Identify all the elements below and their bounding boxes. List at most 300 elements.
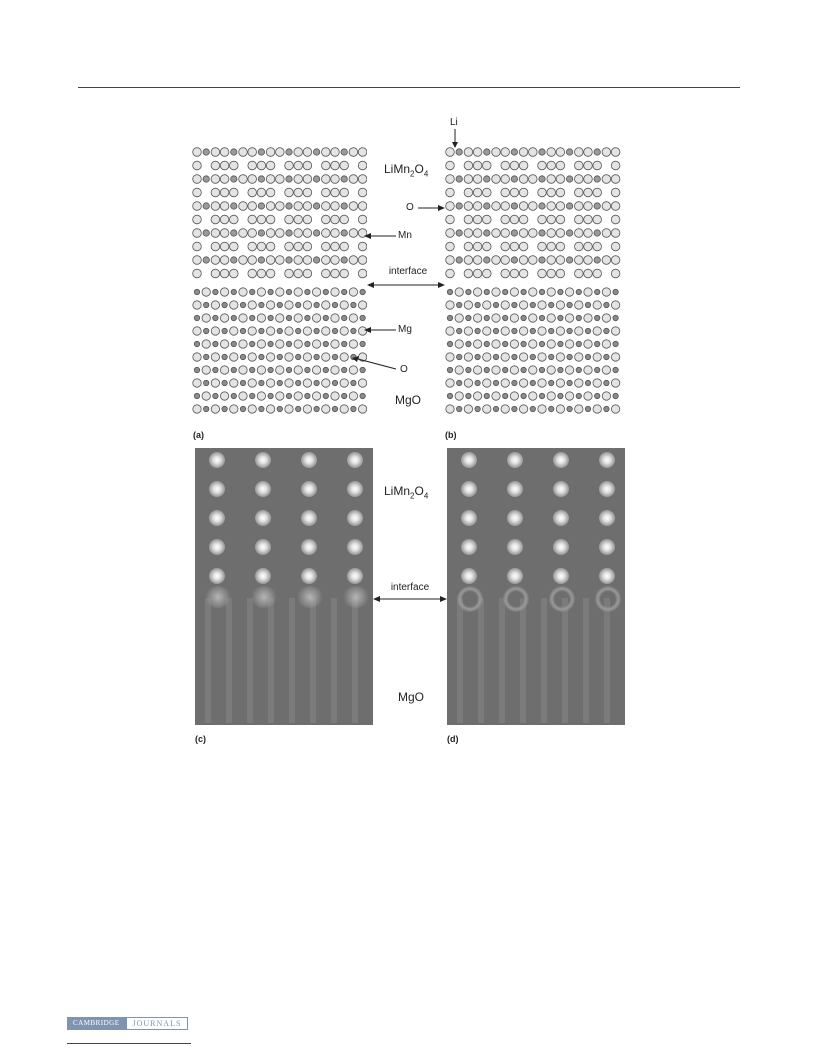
o-atom [322,379,330,387]
o-atom [294,215,303,224]
mn-atom [258,149,264,155]
o-atom [331,256,340,265]
o-atom [211,353,219,361]
mg-atom [323,367,328,372]
o-atom [492,202,501,211]
mg-atom [231,289,236,294]
o-atom [529,148,538,157]
o-atom [529,366,537,374]
o-atom [230,188,239,197]
o-atom [464,202,473,211]
o-atom [510,161,519,170]
o-atom [322,242,331,251]
li-arrow [449,129,461,149]
o-atom [294,242,303,251]
o-atom [473,256,482,265]
o-atom [611,327,619,335]
mg-atom [466,315,471,320]
o-atom [483,353,491,361]
mg-atom [466,393,471,398]
mn-atom [456,257,462,263]
o-atom [340,353,348,361]
mg-atom [576,315,581,320]
o-atom [276,288,284,296]
o-label-a: O [400,364,408,375]
o-atom [473,175,482,184]
mg-atom [484,341,489,346]
density-streak [499,598,505,723]
density-peak [553,510,569,526]
o-atom [358,161,367,170]
mg-atom [360,393,365,398]
mn-atom [313,203,319,209]
mn-atom [258,257,264,263]
o-atom [276,366,284,374]
o-atom [501,269,510,278]
o-atom [483,405,491,413]
o-atom [556,202,565,211]
o-atom [510,288,518,296]
mg-atom [567,380,572,385]
mg-atom [332,328,337,333]
o-atom [340,301,348,309]
mg-atom [305,341,310,346]
o-atom [322,188,331,197]
o-atom [349,229,358,238]
mn-atom [258,203,264,209]
mg-atom [457,328,462,333]
mg-atom [342,341,347,346]
o-atom [547,366,555,374]
o-atom [340,161,349,170]
mn-atom [456,149,462,155]
o-atom [575,215,584,224]
mg-atom [323,289,328,294]
density-streak [457,598,463,723]
mg-atom [277,302,282,307]
mg-atom [503,393,508,398]
mg-atom [305,289,310,294]
o-atom [510,269,519,278]
density-map-panel-d [447,448,625,725]
mg-atom [351,302,356,307]
o-atom [349,288,357,296]
o-atom [266,379,274,387]
o-atom [547,148,556,157]
o-atom [464,242,473,251]
structure-panel-a [192,145,367,420]
o-atom [446,242,455,251]
o-atom [266,148,275,157]
mg-atom [231,315,236,320]
o-atom [220,340,228,348]
o-atom [483,242,492,251]
o-atom [294,269,303,278]
o-atom [220,366,228,374]
density-peak [507,510,523,526]
o-atom [349,256,358,265]
o-atom [230,301,238,309]
mg-atom [296,380,301,385]
o-atom [193,188,202,197]
o-atom [211,148,220,157]
o-atom [519,161,528,170]
o-atom [446,301,454,309]
o-atom [575,202,584,211]
mn-atom [231,149,237,155]
o-atom [593,188,602,197]
o-atom [331,392,339,400]
o-atom [257,215,266,224]
mg-atom [259,406,264,411]
o-atom [464,353,472,361]
mn-atom [456,176,462,182]
mg-atom [194,289,199,294]
o-atom [193,175,202,184]
density-peak [553,452,569,468]
mn-atom [286,230,292,236]
density-peak [301,568,317,584]
o-atom [602,256,611,265]
density-streak [583,598,589,723]
mg-atom [604,302,609,307]
o-atom [602,366,610,374]
material-label-mgo-bottom: MgO [398,690,425,704]
o-atom [230,242,239,251]
o-atom [285,301,293,309]
mn-atom [231,176,237,182]
o-atom [547,392,555,400]
o-atom [473,242,482,251]
density-peak [507,452,523,468]
o-atom [358,148,367,157]
mn-atom [456,203,462,209]
o-atom [211,242,220,251]
o-atom [519,202,528,211]
o-atom [294,366,302,374]
mg-atom [558,393,563,398]
mn-atom [313,176,319,182]
structure-panel-b [445,145,625,420]
header-rule [78,87,740,88]
o-atom [303,301,311,309]
mg-atom [213,393,218,398]
mg-atom [567,328,572,333]
mn-atom [286,149,292,155]
o-atom [455,314,463,322]
density-streak [478,598,484,723]
mg-atom [475,380,480,385]
mg-atom [503,315,508,320]
o-atom [220,148,229,157]
o-atom [510,242,519,251]
o-atom [455,288,463,296]
o-atom [312,340,320,348]
o-atom [266,269,275,278]
o-atom [220,161,229,170]
density-peak [599,481,615,497]
mg-atom [323,341,328,346]
o-atom [602,175,611,184]
o-atom [501,161,510,170]
o-atom [510,188,519,197]
o-atom [584,366,592,374]
o-atom [349,175,358,184]
o-atom [285,379,293,387]
o-atom [584,188,593,197]
o-atom [220,269,229,278]
o-atom [220,392,228,400]
o-atom [193,301,201,309]
mg-atom [585,380,590,385]
o-atom [276,340,284,348]
o-atom [483,161,492,170]
interface-density [549,586,575,612]
o-atom [331,161,340,170]
mg-atom [296,406,301,411]
o-atom [446,215,455,224]
density-peak [255,452,271,468]
o-atom [340,405,348,413]
mn-atom [484,230,490,236]
mg-atom [342,289,347,294]
mn-atom [286,176,292,182]
o-atom [294,340,302,348]
mn-atom [341,230,347,236]
o-atom [575,405,583,413]
o-atom [473,288,481,296]
density-peak [209,452,225,468]
density-peak [255,568,271,584]
density-peak [553,481,569,497]
interface-arrow-top [367,280,445,290]
o-atom [220,288,228,296]
o-atom [266,202,275,211]
o-atom [331,175,340,184]
o-atom [519,175,528,184]
mg-atom [204,406,209,411]
mg-atom [585,406,590,411]
o-atom [193,202,202,211]
o-atom [501,256,510,265]
mn-atom [566,149,572,155]
mn-atom [203,230,209,236]
o-atom [483,188,492,197]
mn-atom [511,149,517,155]
mg-atom [521,289,526,294]
o-arrow-b [418,203,446,213]
li-label: Li [450,117,458,128]
mg-atom [213,315,218,320]
mg-atom [549,328,554,333]
density-map-panel-c [195,448,373,725]
o-atom [556,161,565,170]
mg-atom [457,354,462,359]
mn-atom [539,176,545,182]
density-peak [209,510,225,526]
logo-left-text: CAMBRIDGE [67,1017,126,1030]
mg-atom [466,367,471,372]
o-atom [248,353,256,361]
o-atom [349,202,358,211]
mg-atom [447,341,452,346]
density-peak [255,539,271,555]
density-peak [599,539,615,555]
density-streak [520,598,526,723]
o-atom [529,202,538,211]
o-atom [193,256,202,265]
o-atom [266,301,274,309]
o-atom [492,366,500,374]
mg-atom [595,367,600,372]
o-atom [211,256,220,265]
o-atom [312,366,320,374]
mg-atom [549,354,554,359]
panel-label-a: (a) [193,430,204,440]
o-atom [266,215,275,224]
o-atom [340,188,349,197]
o-atom [455,366,463,374]
o-atom [303,353,311,361]
o-atom [303,379,311,387]
o-atom [211,405,219,413]
o-atom [248,269,257,278]
o-atom [501,301,509,309]
mg-atom [521,367,526,372]
o-atom [349,314,357,322]
o-atom [294,175,303,184]
mg-atom [457,406,462,411]
density-peak [553,568,569,584]
o-atom [565,366,573,374]
o-atom [331,148,340,157]
o-atom [239,288,247,296]
o-atom [519,327,527,335]
o-atom [556,148,565,157]
o-atom [593,301,601,309]
o-atom [492,229,501,238]
mn-atom [313,257,319,263]
mg-atom [475,354,480,359]
panel-label-b: (b) [445,430,457,440]
o-atom [529,288,537,296]
mn-atom [341,149,347,155]
mg-atom [539,341,544,346]
mg-atom [332,380,337,385]
mg-atom [277,380,282,385]
o-atom [285,161,294,170]
mg-atom [277,406,282,411]
o-atom [202,340,210,348]
o-atom [285,327,293,335]
interface-density [595,586,621,612]
o-atom [358,242,367,251]
o-atom [248,175,257,184]
o-atom [556,405,564,413]
o-atom [519,379,527,387]
o-atom [446,229,455,238]
o-atom [602,314,610,322]
panel-label-c: (c) [195,734,206,744]
mg-atom [604,380,609,385]
o-atom [331,215,340,224]
o-atom [611,256,620,265]
o-atom [312,288,320,296]
o-atom [556,175,565,184]
o-atom [575,327,583,335]
o-atom [455,392,463,400]
o-atom [276,148,285,157]
o-atom [556,379,564,387]
o-atom [248,188,257,197]
mg-atom [567,354,572,359]
o-atom [446,161,455,170]
mn-atom [511,230,517,236]
density-streak [247,598,253,723]
o-atom [193,161,202,170]
mg-atom [595,315,600,320]
o-atom [538,405,546,413]
o-atom [193,215,202,224]
o-atom [193,327,201,335]
o-atom [276,229,285,238]
mg-atom [484,289,489,294]
mg-atom [351,328,356,333]
mg-atom [250,289,255,294]
o-atom [322,327,330,335]
o-atom [294,202,303,211]
mg-atom [521,341,526,346]
o-atom [584,256,593,265]
mg-atom [240,302,245,307]
o-atom [322,229,331,238]
mg-atom [447,315,452,320]
mn-atom [539,230,545,236]
mg-atom [475,406,480,411]
mg-atom [342,315,347,320]
o-atom [611,405,619,413]
mg-atom [342,367,347,372]
o-atom [510,392,518,400]
o-atom [556,188,565,197]
mg-atom [521,393,526,398]
mg-atom [259,302,264,307]
mg-atom [194,393,199,398]
mg-atom [323,315,328,320]
interface-arrow-bottom [373,594,447,604]
mn-atom [594,176,600,182]
mn-atom [456,230,462,236]
o-atom [193,353,201,361]
mn-atom [286,257,292,263]
o-atom [248,215,257,224]
mg-atom [576,367,581,372]
mg-atom [549,302,554,307]
o-atom [538,269,547,278]
o-atom [285,188,294,197]
density-peak [553,539,569,555]
o-atom [202,314,210,322]
density-streak [205,598,211,723]
mg-atom [286,315,291,320]
mg-arrow [364,325,396,335]
o-atom [358,269,367,278]
o-atom [602,229,611,238]
o-atom [611,301,619,309]
o-atom [294,314,302,322]
o-atom [547,242,556,251]
o-atom [266,229,275,238]
